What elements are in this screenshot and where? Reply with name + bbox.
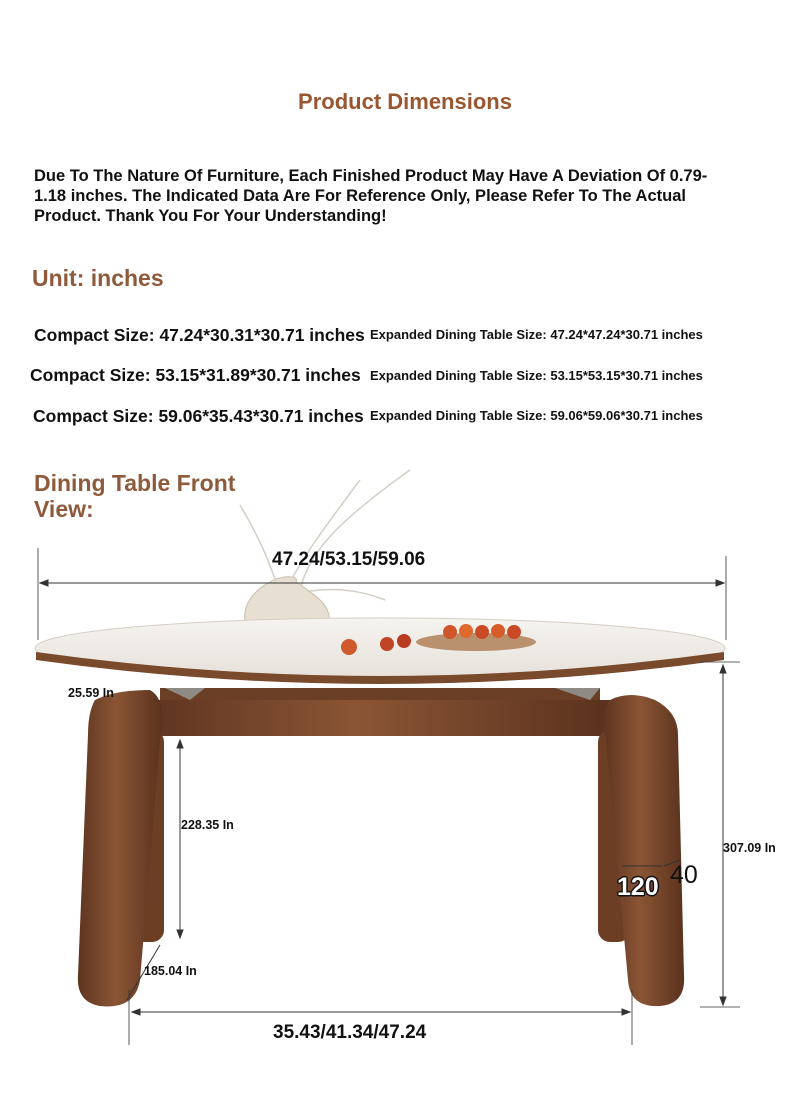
front-leg-left bbox=[78, 690, 163, 1006]
expanded-size-3: Expanded Dining Table Size: 59.06*59.06*30.71 inches bbox=[370, 408, 703, 423]
compact-size-3: Compact Size: 59.06*35.43*30.71 inches bbox=[33, 406, 364, 426]
top-width-label: 47.24/53.15/59.06 bbox=[272, 549, 426, 570]
front-view-label: Dining Table Front View: bbox=[34, 470, 236, 522]
vase-branches bbox=[240, 470, 410, 600]
apron bbox=[150, 700, 610, 736]
compact-size-2: Compact Size: 53.15*31.89*30.71 inches bbox=[30, 365, 361, 385]
expanded-size-2: Expanded Dining Table Size: 53.15*53.15*30.71 inches bbox=[370, 368, 703, 383]
page-title: Product Dimensions bbox=[298, 89, 512, 114]
top-thickness-label: 25.59 In bbox=[68, 686, 114, 700]
total-height-label: 307.09 In bbox=[723, 841, 776, 855]
leg-depth-label: 40 bbox=[670, 861, 698, 889]
inner-height-label: 228.35 In bbox=[181, 818, 234, 832]
expanded-size-1: Expanded Dining Table Size: 47.24*47.24*30.71 inches bbox=[370, 327, 703, 342]
unit-label: Unit: inches bbox=[32, 265, 164, 291]
deviation-notice: Due To The Nature Of Furniture, Each Finished Product May Have A Deviation Of 0.79-1.18 inches. The Indicated Data Are For Reference Only, Please Refer To The Actual Product. Thank You For Your Understanding! bbox=[34, 167, 708, 225]
leg-width-label: 120 bbox=[617, 873, 659, 901]
base-width-label: 35.43/41.34/47.24 bbox=[273, 1022, 427, 1043]
compact-size-1: Compact Size: 47.24*30.31*30.71 inches bbox=[34, 325, 365, 345]
leg-angle-label: 185.04 In bbox=[144, 964, 197, 978]
